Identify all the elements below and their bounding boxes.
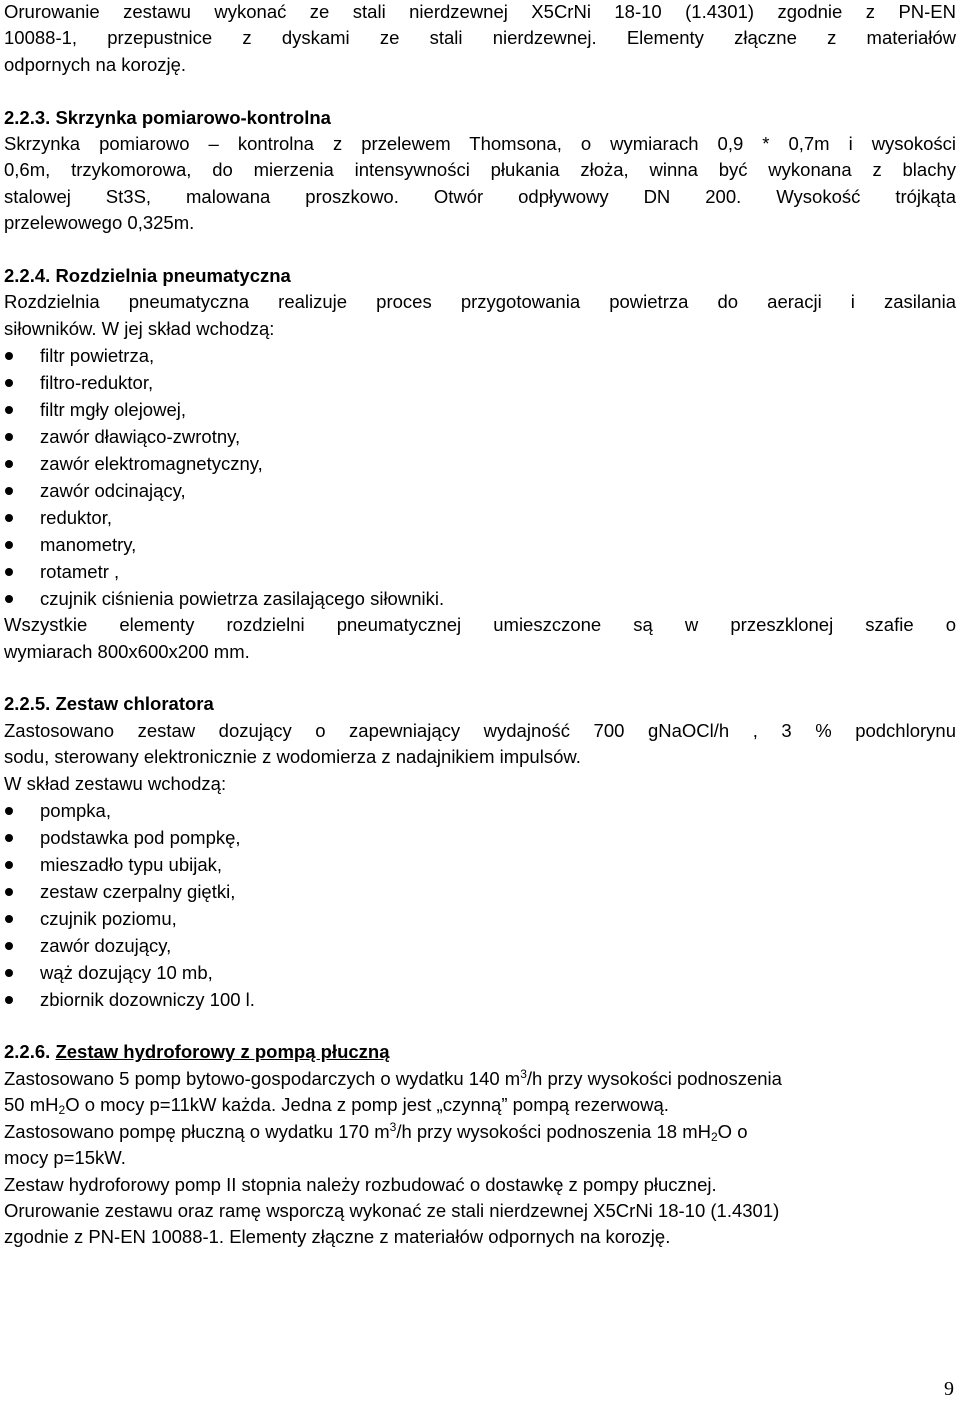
- page-number: 9: [944, 1378, 954, 1400]
- paragraph-line: Skrzynka pomiarowo – kontrolna z przelewem Thomsona, o wymiarach 0,9 * 0,7m i wysokości: [4, 133, 956, 155]
- paragraph-line: Zastosowano 5 pomp bytowo-gospodarczych o wydatku 140 $m^3/h$ przy wysokości podnoszenia: [4, 1066, 782, 1089]
- paragraph-line: Zastosowano zestaw dozujący o zapewniający wydajność 700 gNaOCl/h , 3 % podchlorynu: [4, 719, 956, 741]
- list-item: zawór elektromagnetyczny,: [4, 450, 956, 477]
- bullet-icon: [5, 541, 13, 549]
- bullet-icon: [5, 406, 13, 414]
- paragraph-line: Zastosowano pompę płuczną o wydatku 170 $m^3/h$ przy wysokości podnoszenia 18 $mH_2O$ o: [4, 1119, 748, 1144]
- section-number: 2.2.6.: [4, 1041, 51, 1063]
- paragraph-line: W skład zestawu wchodzą:: [4, 772, 227, 794]
- section-heading-2-2-4: [4, 263, 956, 289]
- paragraph-line: Wszystkie elementy rozdzielni pneumatycznej umieszczone są w przeszklonej szafie o: [4, 614, 956, 636]
- bullet-icon: [5, 514, 13, 522]
- bullet-icon: [5, 568, 13, 576]
- bullet-icon: [5, 433, 13, 441]
- list-item: podstawka pod pompkę,: [4, 824, 956, 851]
- paragraph-line: siłowników. W jej skład wchodzą:: [4, 317, 275, 339]
- section-title: Zestaw chloratora: [55, 693, 214, 715]
- list-item: manometry,: [4, 531, 956, 558]
- section-number: 2.2.4.: [4, 265, 51, 287]
- document-page: [4, 0, 956, 1251]
- section-heading-2-2-5: [4, 691, 956, 717]
- section-number: 2.2.5.: [4, 693, 51, 715]
- bullet-icon: [5, 460, 13, 468]
- list-item: wąż dozujący 10 mb,: [4, 959, 956, 986]
- bullet-icon: [5, 352, 13, 360]
- list-item: zawór dławiąco-zwrotny,: [4, 423, 956, 450]
- paragraph-line: Zestaw hydroforowy pomp II stopnia należy rozbudować o dostawkę z pompy płucznej.: [4, 1173, 717, 1195]
- paragraph-line: sodu, sterowany elektronicznie z wodomierza z nadajnikiem impulsów.: [4, 746, 581, 768]
- bullet-icon: [5, 487, 13, 495]
- section-heading-2-2-6: [4, 1039, 956, 1065]
- list-item: zestaw czerpalny giętki,: [4, 878, 956, 905]
- list-item: czujnik poziomu,: [4, 905, 956, 932]
- bullet-icon: [5, 834, 13, 842]
- paragraph-line: zgodnie z PN-EN 10088-1. Elementy złączne z materiałów odpornych na korozję.: [4, 1226, 671, 1248]
- bullet-icon: [5, 888, 13, 896]
- list-item: pompka,: [4, 797, 956, 824]
- bullet-icon: [5, 861, 13, 869]
- bullet-list-pneumatic: [4, 342, 956, 612]
- list-item: reduktor,: [4, 504, 956, 531]
- section-title: Zestaw hydroforowy z pompą płuczną: [55, 1041, 390, 1063]
- bullet-icon: [5, 915, 13, 923]
- bullet-list-chlorinator: [4, 797, 956, 1013]
- list-item: czujnik ciśnienia powietrza zasilającego siłowniki.: [4, 585, 956, 612]
- list-item: zawór dozujący,: [4, 932, 956, 959]
- bullet-icon: [5, 996, 13, 1004]
- paragraph-line: Rozdzielnia pneumatyczna realizuje proces przygotowania powietrza do aeracji i zasilania: [4, 291, 956, 313]
- section-heading-2-2-3: [4, 105, 956, 131]
- list-item: rotametr ,: [4, 558, 956, 585]
- paragraph-line: 50 $mH_2O$ o mocy p=11kW każda. Jedna z pomp jest „czynną” pompą rezerwową.: [4, 1094, 669, 1118]
- paragraph-line: Orurowanie zestawu oraz ramę wsporczą wykonać ze stali nierdzewnej X5CrNi 18-10 (1.4301): [4, 1199, 780, 1221]
- bullet-icon: [5, 595, 13, 603]
- intro-line-3: odpornych na korozję.: [4, 53, 187, 75]
- bullet-icon: [5, 942, 13, 950]
- bullet-icon: [5, 807, 13, 815]
- list-item: zawór odcinający,: [4, 477, 956, 504]
- list-item: filtro-reduktor,: [4, 369, 956, 396]
- list-item: filtr mgły olejowej,: [4, 396, 956, 423]
- section-title: Skrzynka pomiarowo-kontrolna: [55, 106, 331, 128]
- section-title: Rozdzielnia pneumatyczna: [55, 265, 291, 287]
- list-item: zbiornik dozowniczy 100 l.: [4, 986, 956, 1013]
- intro-line-2: 10088-1, przepustnice z dyskami ze stali nierdzewnej. Elementy złączne z materiałów: [4, 27, 956, 49]
- bullet-icon: [5, 969, 13, 977]
- paragraph-line: mocy p=15kW.: [4, 1147, 126, 1169]
- section-number: 2.2.3.: [4, 106, 51, 128]
- list-item: mieszadło typu ubijak,: [4, 851, 956, 878]
- bullet-icon: [5, 379, 13, 387]
- paragraph-line: 0,6m, trzykomorowa, do mierzenia intensywności płukania złoża, winna być wykonana z blachy: [4, 159, 956, 181]
- intro-line-1: Orurowanie zestawu wykonać ze stali nierdzewnej X5CrNi 18-10 (1.4301) zgodnie z PN-EN: [4, 1, 956, 22]
- list-item: filtr powietrza,: [4, 342, 956, 369]
- paragraph-line: stalowej St3S, malowana proszkowo. Otwór odpływowy DN 200. Wysokość trójkąta: [4, 185, 956, 207]
- paragraph-line: przelewowego 0,325m.: [4, 212, 195, 234]
- paragraph-line: wymiarach 800x600x200 mm.: [4, 640, 250, 662]
